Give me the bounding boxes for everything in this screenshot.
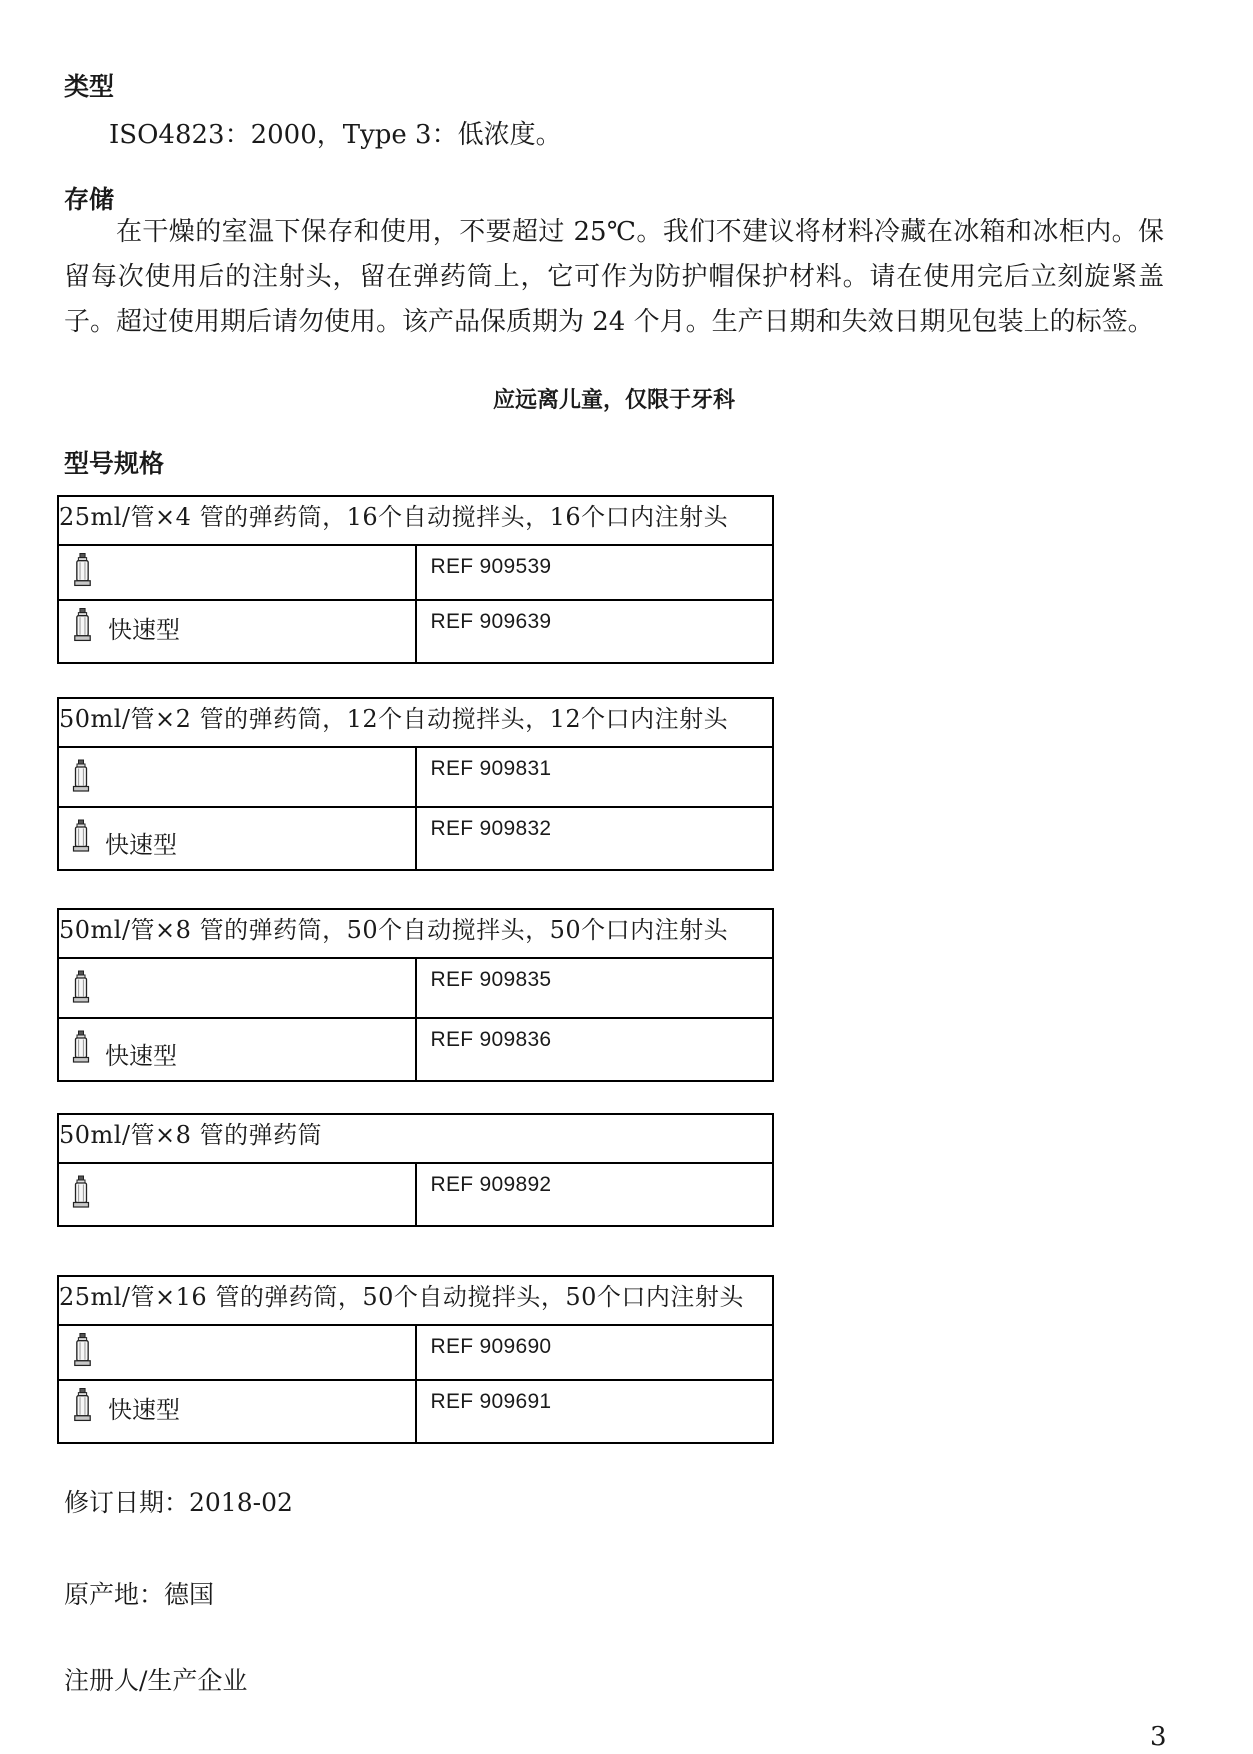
table-title: 25ml/管×4 管的弹药筒，16个自动搅拌头，16个口内注射头	[58, 496, 773, 545]
storage-paragraph: 在干燥的室温下保存和使用，不要超过 25℃。我们不建议将材料冷藏在冰箱和冰柜内。保留每次使用后的注射头，留在弹药筒上，它可作为防护帽保护材料。请在使用完后立刻旋紧盖子。超过使用期后请勿使用。该产品保质期为 24 个月。生产日期和失效日期见包装上的标签。	[64, 217, 1164, 337]
cartridge-icon	[71, 1388, 94, 1423]
warning-line: 应远离儿童，仅限于牙科	[492, 388, 735, 413]
spec-table-4	[57, 1113, 774, 1227]
table-row	[58, 698, 773, 747]
table-row	[58, 496, 773, 545]
cartridge-icon	[71, 608, 94, 643]
spec-table-1	[57, 495, 774, 664]
table-row	[58, 1018, 773, 1081]
variant-label: 快速型	[108, 615, 180, 644]
origin-line: 原产地：德国	[64, 1580, 215, 1609]
table-row	[58, 909, 773, 958]
table-row	[58, 600, 773, 663]
cartridge-icon	[71, 815, 91, 858]
table-row	[58, 1380, 773, 1443]
variant-label: 快速型	[108, 1395, 180, 1424]
table-row	[58, 747, 773, 807]
cartridge-icon	[71, 1171, 91, 1214]
table-row	[58, 1276, 773, 1325]
table-row	[58, 958, 773, 1018]
ref-number: REF 909690	[430, 1335, 552, 1358]
spec-table-2	[57, 697, 774, 871]
cartridge-icon	[71, 755, 91, 798]
ref-number: REF 909691	[430, 1390, 552, 1413]
ref-number: REF 909639	[430, 610, 552, 633]
table-title: 50ml/管×8 管的弹药筒，50个自动搅拌头，50个口内注射头	[58, 909, 773, 958]
heading-spec: 型号规格	[64, 449, 165, 478]
cartridge-icon	[71, 1026, 91, 1069]
revision-date: 修订日期：2018-02	[64, 1488, 293, 1517]
heading-storage: 存储	[64, 185, 115, 214]
cartridge-icon	[71, 1333, 94, 1368]
ref-number: REF 909836	[430, 1028, 552, 1051]
table-title: 25ml/管×16 管的弹药筒，50个自动搅拌头，50个口内注射头	[58, 1276, 773, 1325]
variant-label: 快速型	[105, 1041, 177, 1070]
registrant-heading: 注册人/生产企业	[64, 1666, 248, 1695]
spec-table-3	[57, 908, 774, 1082]
heading-type: 类型	[64, 72, 115, 101]
page-number: 3	[1150, 1722, 1167, 1752]
ref-number: REF 909831	[430, 757, 552, 780]
ref-number: REF 909539	[430, 555, 552, 578]
ref-number: REF 909835	[430, 968, 552, 991]
ref-number: REF 909832	[430, 817, 552, 840]
table-row	[58, 1114, 773, 1163]
table-title: 50ml/管×2 管的弹药筒，12个自动搅拌头，12个口内注射头	[58, 698, 773, 747]
iso-standard-line: ISO4823：2000，Type 3：低浓度。	[109, 120, 562, 150]
cartridge-icon	[71, 966, 91, 1009]
table-row	[58, 807, 773, 870]
table-row	[58, 1325, 773, 1380]
table-row	[58, 545, 773, 600]
table-title: 50ml/管×8 管的弹药筒	[58, 1114, 773, 1163]
variant-label: 快速型	[105, 830, 177, 859]
cartridge-icon	[71, 553, 94, 588]
spec-table-5	[57, 1275, 774, 1444]
table-row	[58, 1163, 773, 1226]
ref-number: REF 909892	[430, 1173, 552, 1196]
